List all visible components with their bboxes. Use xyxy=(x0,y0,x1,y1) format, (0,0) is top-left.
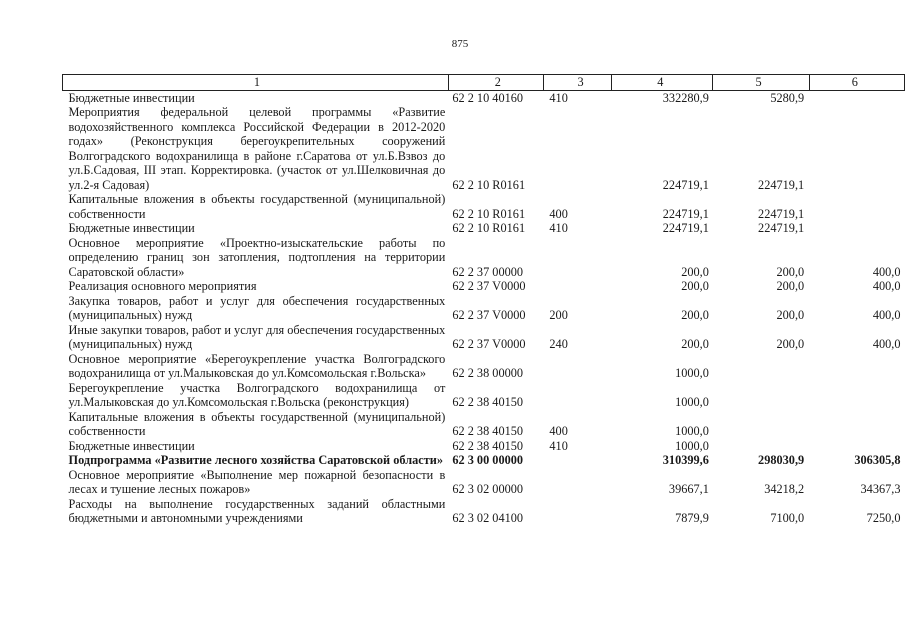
row-name: Основное мероприятие «Проектно-изыскательские работы по определению границ зон затопления, подтопления на территории Саратовской области» xyxy=(68,235,446,279)
row-expense-type: 200 xyxy=(549,308,568,322)
row-code: 62 2 10 R0161 xyxy=(452,221,526,235)
row-value-col6: 7250,0 xyxy=(866,511,901,525)
row-value-col4: 224719,1 xyxy=(662,221,709,235)
row-value-col4: 1000,0 xyxy=(675,438,709,453)
row-name: Расходы на выполнение государственных заданий областными бюджетными и автономными учреждениями xyxy=(68,496,446,525)
row-name: Закупка товаров, работ и услуг для обеспечения государственных (муниципальных) нужд xyxy=(68,293,446,322)
row-expense-type xyxy=(543,279,611,294)
row-name: Основное мероприятие «Выполнение мер пожарной безопасности в лесах и тушение лесных пожаров» xyxy=(68,467,446,496)
row-value-col4: 1000,0 xyxy=(675,395,709,409)
row-value-col5: 200,0 xyxy=(776,264,805,279)
header-col-2: 2 xyxy=(448,75,543,91)
row-expense-type: 410 xyxy=(549,90,568,105)
row-expense-type xyxy=(543,236,611,280)
row-value-col5: 7100,0 xyxy=(770,511,805,525)
header-col-5: 5 xyxy=(713,75,809,91)
row-value-col6 xyxy=(809,90,904,105)
row-expense-type xyxy=(543,453,611,468)
row-expense-type: 410 xyxy=(549,438,568,453)
row-value-col6 xyxy=(809,192,904,221)
row-value-col4: 224719,1 xyxy=(662,177,709,192)
row-value-col6: 400,0 xyxy=(872,337,901,351)
table-row xyxy=(63,439,905,454)
row-name: Бюджетные инвестиции xyxy=(68,221,195,235)
row-expense-type xyxy=(543,105,611,192)
table-row xyxy=(63,410,905,439)
row-value-col4: 1000,0 xyxy=(675,366,709,380)
table-row xyxy=(63,236,905,280)
row-value-col4: 332280,9 xyxy=(662,90,709,105)
row-value-col4: 200,0 xyxy=(681,279,709,293)
row-expense-type xyxy=(543,497,611,526)
row-code: 62 2 37 00000 xyxy=(452,264,524,279)
table-row xyxy=(63,468,905,497)
row-name: Бюджетные инвестиции xyxy=(68,438,195,453)
row-expense-type: 410 xyxy=(549,221,568,235)
table-row xyxy=(63,294,905,323)
row-value-col6 xyxy=(809,221,904,236)
row-expense-type xyxy=(543,381,611,410)
row-name: Подпрограмма «Развитие лесного хозяйства Саратовской области» xyxy=(68,453,443,467)
row-code: 62 3 00 00000 xyxy=(452,453,524,467)
row-value-col4: 39667,1 xyxy=(668,482,709,496)
row-value-col4: 200,0 xyxy=(681,308,709,322)
row-value-col4: 224719,1 xyxy=(662,206,709,221)
table-row xyxy=(63,279,905,294)
row-expense-type: 400 xyxy=(549,206,568,221)
row-value-col5: 200,0 xyxy=(776,337,805,351)
row-value-col6: 34367,3 xyxy=(860,482,901,496)
row-value-col5 xyxy=(713,381,809,410)
row-code: 62 2 38 40150 xyxy=(452,395,524,409)
row-value-col6 xyxy=(809,381,904,410)
row-expense-type xyxy=(543,352,611,381)
row-value-col6: 400,0 xyxy=(872,279,901,293)
row-value-col5: 34218,2 xyxy=(764,482,805,496)
table-row xyxy=(63,453,905,468)
row-value-col4: 200,0 xyxy=(681,337,709,351)
row-value-col5: 224719,1 xyxy=(758,206,805,221)
row-code: 62 3 02 00000 xyxy=(452,482,524,496)
table-row xyxy=(63,381,905,410)
header-col-4: 4 xyxy=(612,75,713,91)
row-name: Основное мероприятие «Берегоукрепление участка Волгоградского водохранилища от ул.Малыковская до ул.Комсомольская г.Вольска» xyxy=(68,351,446,380)
row-code: 62 2 37 V0000 xyxy=(452,279,526,293)
table-header-row xyxy=(63,75,905,91)
row-value-col5: 200,0 xyxy=(776,279,805,293)
row-value-col4: 1000,0 xyxy=(675,424,709,438)
row-value-col5: 224719,1 xyxy=(758,177,805,192)
row-name: Берегоукрепление участка Волгоградского водохранилища от ул.Малыковская до ул.Комсомольская г.Вольска (реконструкция) xyxy=(68,380,446,409)
row-expense-type xyxy=(543,468,611,497)
row-value-col6 xyxy=(809,410,904,439)
row-name: Бюджетные инвестиции xyxy=(68,90,195,105)
table-row xyxy=(63,323,905,352)
header-col-6: 6 xyxy=(809,75,904,91)
row-value-col4: 200,0 xyxy=(681,264,709,279)
row-code: 62 2 10 R0161 xyxy=(452,177,526,192)
row-code: 62 2 37 V0000 xyxy=(452,337,526,351)
row-value-col5 xyxy=(713,352,809,381)
row-code: 62 3 02 04100 xyxy=(452,511,524,525)
row-code: 62 2 38 40150 xyxy=(452,424,524,438)
row-code: 62 2 38 40150 xyxy=(452,438,524,453)
table-row xyxy=(63,90,905,105)
row-value-col4: 310399,6 xyxy=(662,453,709,467)
table-row xyxy=(63,221,905,236)
row-code: 62 2 37 V0000 xyxy=(452,308,526,322)
table-row xyxy=(63,192,905,221)
row-value-col6 xyxy=(809,105,904,192)
row-value-col5: 298030,9 xyxy=(758,453,805,467)
row-code: 62 2 38 00000 xyxy=(452,366,524,380)
table-row xyxy=(63,352,905,381)
row-value-col6 xyxy=(809,439,904,454)
row-expense-type: 240 xyxy=(549,337,568,351)
header-col-3: 3 xyxy=(543,75,611,91)
row-value-col5: 200,0 xyxy=(776,308,805,322)
table-row xyxy=(63,497,905,526)
row-value-col5 xyxy=(713,410,809,439)
row-name: Мероприятия федеральной целевой программы «Развитие водохозяйственного комплекса Российской Федерации в 2012-2020 годах» (Реконструкция берегоукрепительных сооружений Волгоградского водохранилища в районе г.Саратова от ул.Б.Взвоз до ул.Б.Садовая, III этап. Корректировка. (участок от ул.Шелковичная до ул.2-я Садовая) xyxy=(68,105,446,192)
row-name: Иные закупки товаров, работ и услуг для обеспечения государственных (муниципальных) нужд xyxy=(68,322,446,351)
row-value-col5: 5280,9 xyxy=(770,90,805,105)
row-value-col6: 306305,8 xyxy=(854,453,901,467)
row-value-col4: 7879,9 xyxy=(675,511,709,525)
row-value-col6: 400,0 xyxy=(872,308,901,322)
budget-table xyxy=(62,74,905,526)
row-name: Капитальные вложения в объекты государственной (муниципальной) собственности xyxy=(68,409,446,438)
row-value-col5: 224719,1 xyxy=(758,221,805,235)
header-col-1: 1 xyxy=(63,75,449,91)
row-code: 62 2 10 R0161 xyxy=(452,206,526,221)
row-value-col6: 400,0 xyxy=(872,264,901,279)
table-body xyxy=(63,90,905,526)
row-name: Капитальные вложения в объекты государственной (муниципальной) собственности xyxy=(68,192,446,221)
row-value-col5 xyxy=(713,439,809,454)
row-name: Реализация основного мероприятия xyxy=(68,279,257,293)
page-number: 875 xyxy=(451,38,469,50)
row-value-col6 xyxy=(809,352,904,381)
row-code: 62 2 10 40160 xyxy=(452,90,524,105)
table-row xyxy=(63,105,905,192)
row-expense-type: 400 xyxy=(549,424,568,438)
